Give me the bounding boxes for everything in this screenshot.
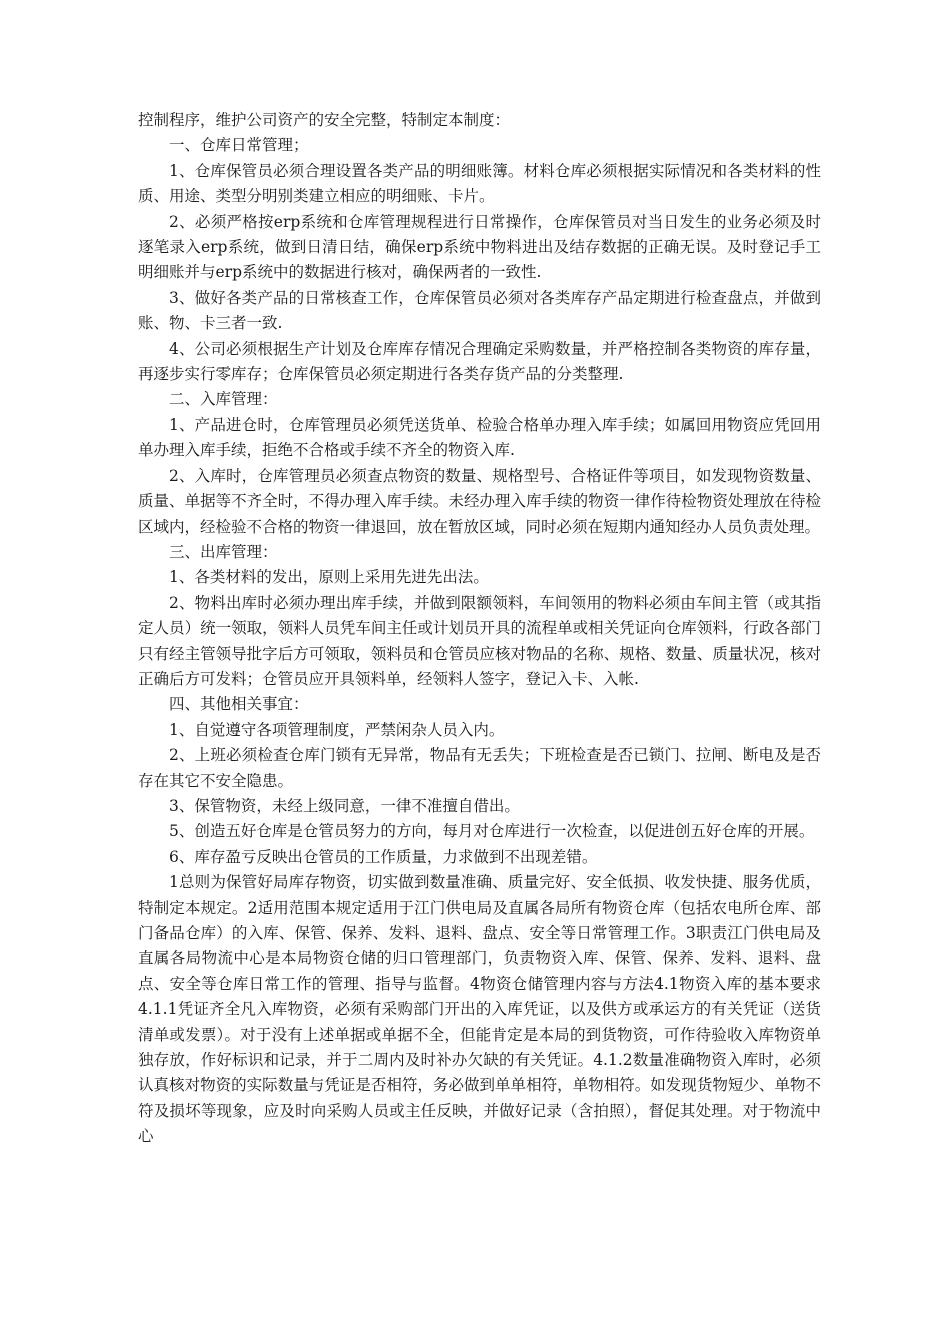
paragraph: 2、物料出库时必须办理出库手续，并做到限额领料，车间领用的物料必须由车间主管（或其指定人员）统一领取，领料人员凭车间主任或计划员开具的流程单或相关凭证向仓库领料，行政各部门只有经主管领导批字后方可领取，领料员和仓管员应核对物品的名称、规格、数量、质量状况，核对正确后方可发料；仓管员应开具领料单，经领料人签字，登记入卡、入帐. [138, 593, 821, 688]
paragraph: 4、公司必须根据生产计划及仓库库存情况合理确定采购数量，并严格控制各类物资的库存量，再逐步实行零库存；仓库保管员必须定期进行各类存货产品的分类整理. [138, 339, 821, 384]
section-heading-daily-management: 一、仓库日常管理； [169, 136, 309, 155]
paragraph: 1、产品进仓时，仓库管理员必须凭送货单、检验合格单办理入库手续；如属回用物资应凭回用单办理入库手续，拒绝不合格或手续不齐全的物资入库. [138, 415, 821, 460]
paragraph: 3、做好各类产品的日常核查工作，仓库保管员必须对各类库存产品定期进行检查盘点，并做到账、物、卡三者一致. [138, 288, 821, 333]
paragraph-regulations: 1总则为保管好局库存物资，切实做到数量准确、质量完好、安全低损、收发快捷、服务优质，特制定本规定。2适用范围本规定适用于江门供电局及直属各局所有物资仓库（包括农电所仓库、部门备品仓库）的入库、保管、保养、发料、退料、盘点、安全等日常管理工作。3职责江门供电局及直属各局物流中心是本局物资仓储的归口管理部门，负责物资入库、保管、保养、发料、退料、盘点、安全等仓库日常工作的管理、指导与监督。4物资仓储管理内容与方法4.1物资入库的基本要求4.1.1凭证齐全凡入库物资，必须有采购部门开出的入库凭证，以及供方或承运方的有关凭证（送货清单或发票）。对于没有上述单据或单据不全，但能肯定是本局的到货物资，可作待验收入库物资单独存放，作好标识和记录，并于二周内及时补办欠缺的有关凭证。4.1.2数量准确物资入库时，必须认真核对物资的实际数量与凭证是否相符，务必做到单单相符，单物相符。如发现货物短少、单物不符及损坏等现象，应及时向采购人员或主任反映，并做好记录（含拍照），督促其处理。对于物流中心 [138, 873, 821, 1146]
paragraph: 2、上班必须检查仓库门锁有无异常，物品有无丢失；下班检查是否已锁门、拉闸、断电及是否存在其它不安全隐患。 [138, 746, 821, 790]
paragraph: 1、自觉遵守各项管理制度，严禁闲杂人员入内。 [169, 720, 505, 739]
paragraph: 5、创造五好仓库是仓管员努力的方向，每月对仓库进行一次检查，以促进创五好仓库的开展。 [169, 822, 815, 841]
paragraph: 6、库存盈亏反映出仓管员的工作质量，力求做到不出现差错。 [169, 847, 598, 866]
document-body [138, 108, 821, 1150]
paragraph: 1、各类材料的发出，原则上采用先进先出法。 [169, 568, 489, 587]
section-heading-other-matters: 四、其他相关事宜： [169, 695, 309, 714]
section-heading-outbound-management: 三、出库管理： [169, 542, 278, 561]
paragraph: 3、保管物资，未经上级同意，一律不准擅自借出。 [169, 796, 520, 815]
paragraph: 2、必须严格按erp系统和仓库管理规程进行日常操作，仓库保管员对当日发生的业务必须及时逐笔录入erp系统，做到日清日结，确保erp系统中物料进出及结存数据的正确无误。及时登记手工明细账并与erp系统中的数据进行核对，确保两者的一致性. [138, 212, 821, 282]
section-heading-inbound-management: 二、入库管理： [169, 390, 278, 409]
paragraph: 2、入库时，仓库管理员必须查点物资的数量、规格型号、合格证件等项目，如发现物资数量、质量、单据等不齐全时，不得办理入库手续。未经办理入库手续的物资一律作待检物资处理放在待检区域内，经检验不合格的物资一律退回，放在暂放区域，同时必须在短期内通知经办人员负责处理。 [138, 466, 821, 536]
paragraph: 1、仓库保管员必须合理设置各类产品的明细账簿。材料仓库必须根据实际情况和各类材料的性质、用途、类型分明别类建立相应的明细账、卡片。 [138, 161, 821, 206]
paragraph-intro: 控制程序，维护公司资产的安全完整，特制定本制度： [138, 111, 511, 129]
